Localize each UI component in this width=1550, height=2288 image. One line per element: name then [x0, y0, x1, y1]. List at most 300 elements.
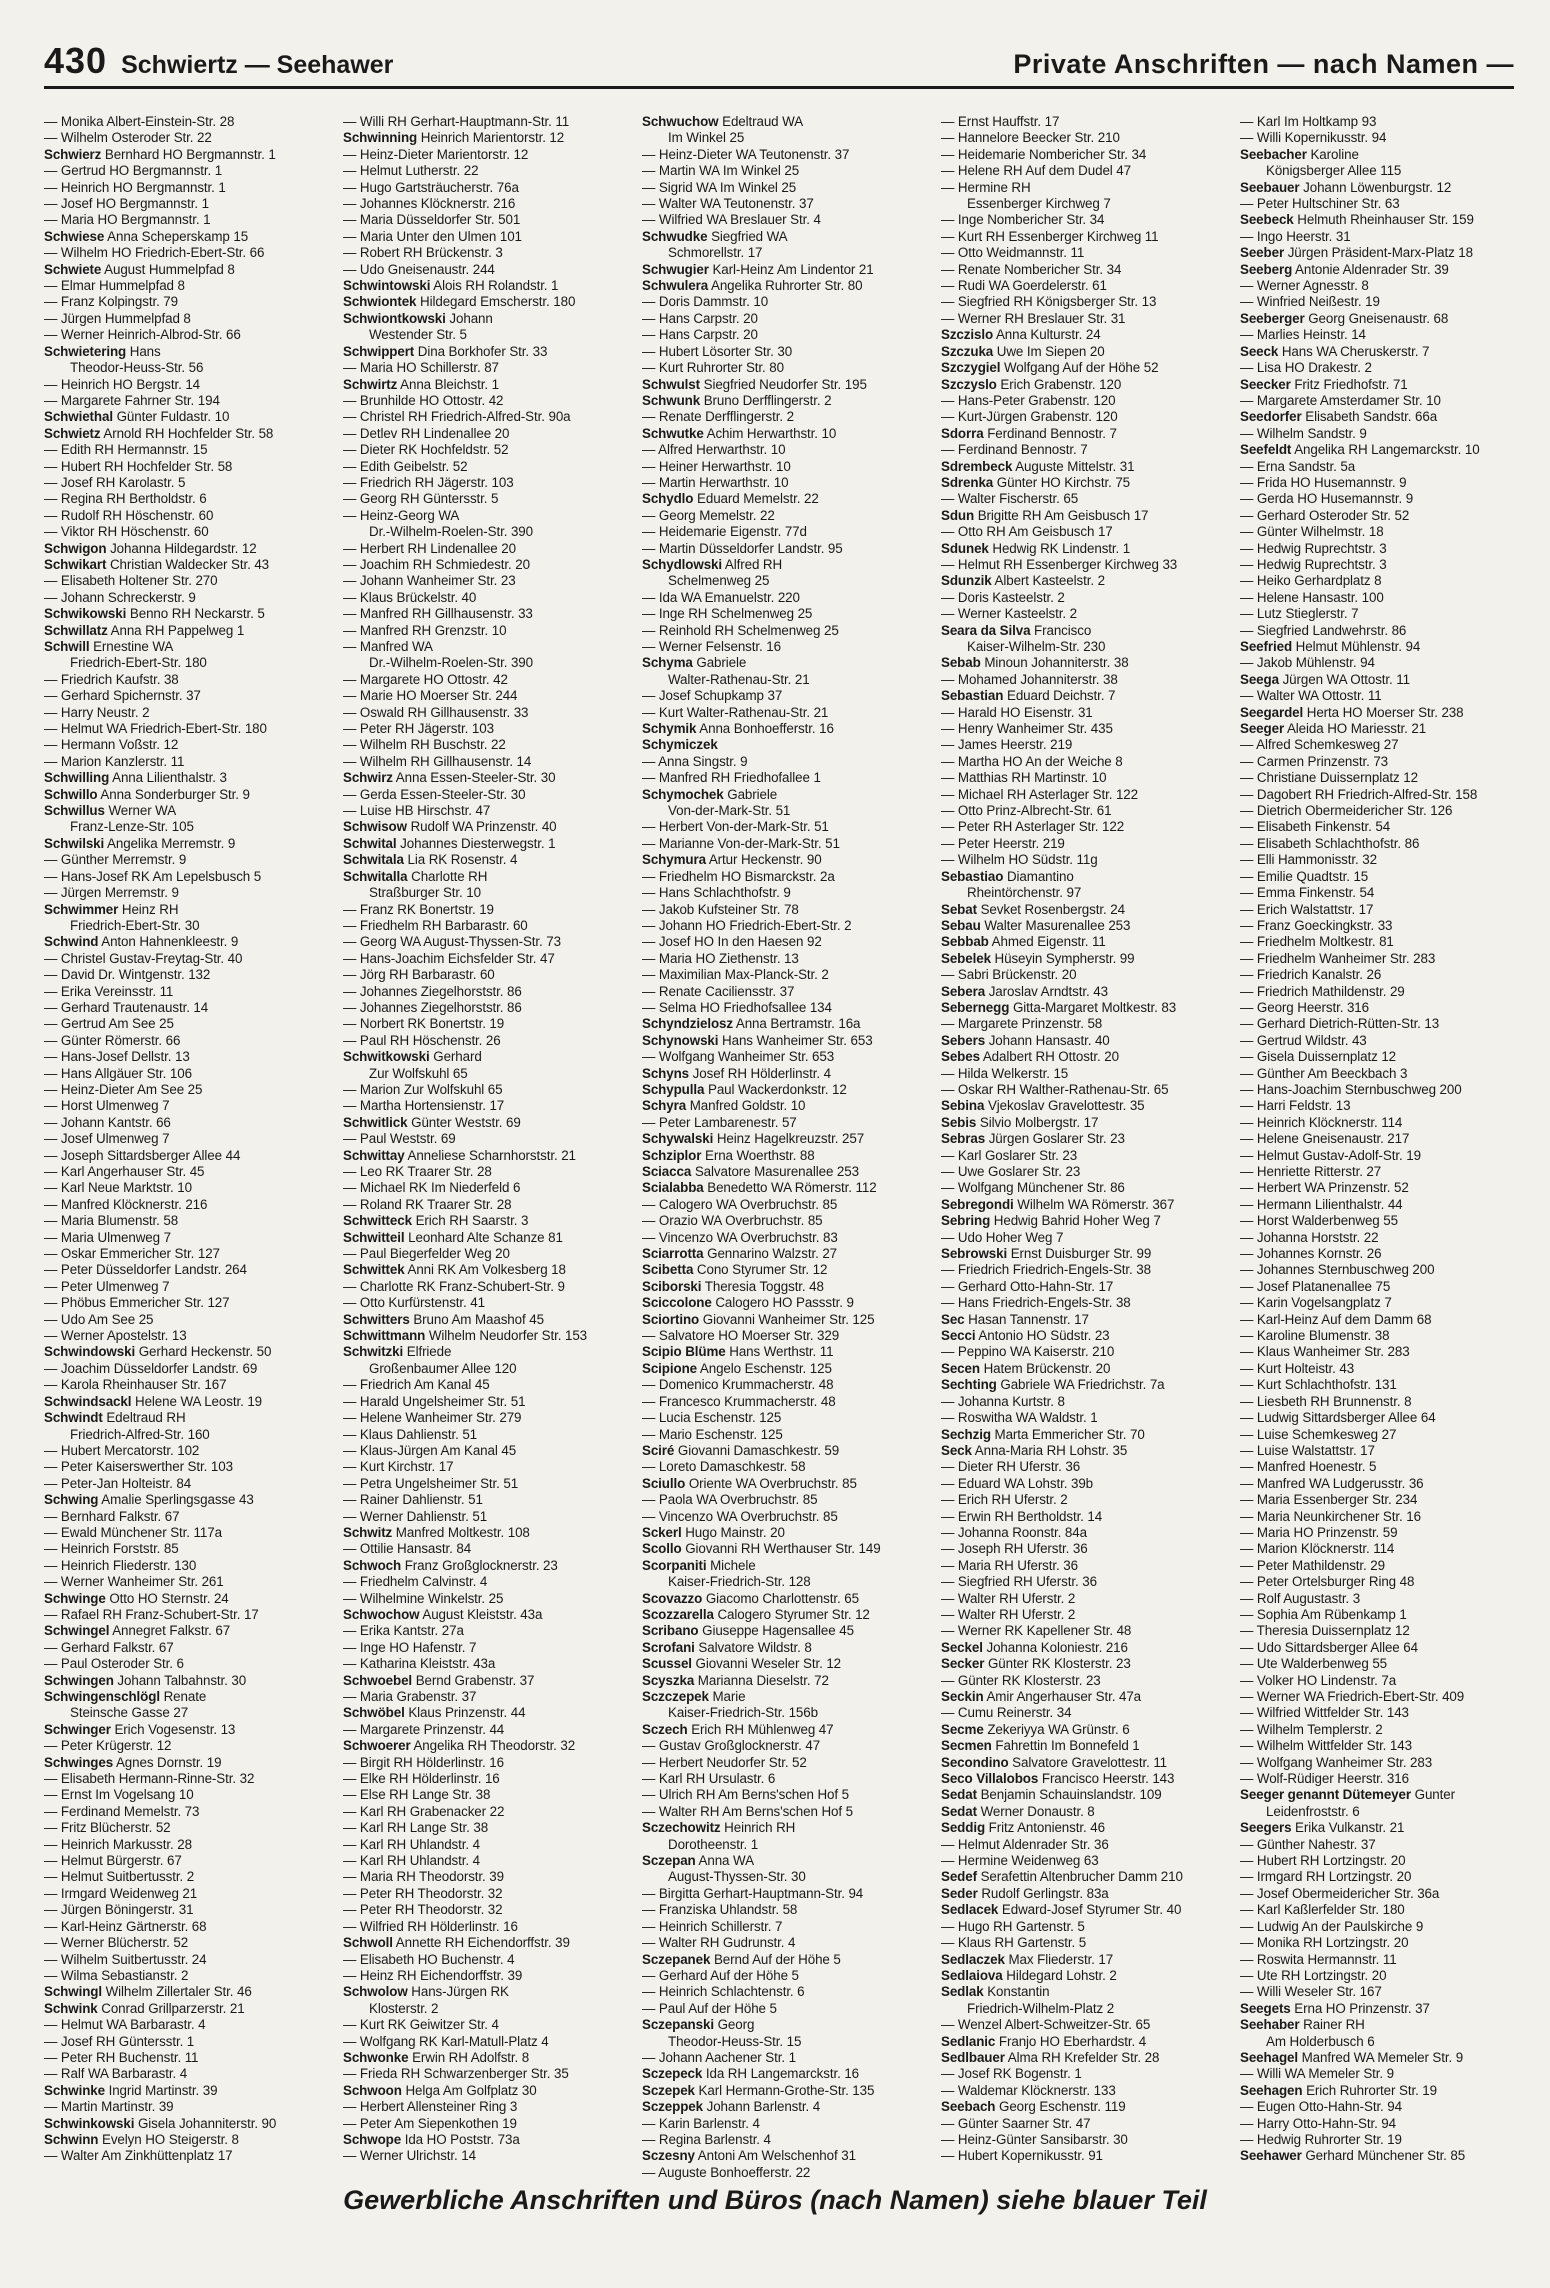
surname: Sebat — [941, 901, 977, 917]
directory-entry: — Heinrich Schillerstr. 7 — [642, 1918, 783, 1934]
surname-entry — [44, 426, 337, 442]
surname-entry — [941, 475, 1234, 491]
surname-entry — [343, 1738, 636, 1754]
entry-details: Erwin RH Adolfstr. 8 — [412, 2049, 530, 2065]
entry-details: Annegret Falkstr. 67 — [112, 1623, 231, 1639]
directory-entry: — Wolfgang Wanheimer Str. 653 — [642, 1049, 835, 1065]
directory-entry: — Renate Caciliensstr. 37 — [642, 983, 795, 999]
directory-entry: — Maria Ulmenweg 7 — [44, 1229, 171, 1245]
surname-entry — [44, 623, 337, 639]
surname-entry — [1240, 721, 1533, 737]
entry-details: Fritz Antonienstr. 46 — [988, 1820, 1105, 1836]
surname-entry — [343, 2050, 636, 2066]
directory-entry: — Siegfried RH Königsberger Str. 13 — [941, 294, 1157, 310]
directory-entry: — Ute Walderbenweg 55 — [1240, 1656, 1388, 1672]
directory-entry: — Wenzel Albert-Schweitzer-Str. 65 — [941, 2017, 1151, 2033]
directory-entry: — Peter Krügerstr. 12 — [44, 1738, 172, 1754]
directory-entry: — Manfred RH Grenzstr. 10 — [343, 622, 507, 638]
entry-details: Rainer RH — [1303, 2017, 1365, 2033]
surname-entry — [642, 278, 935, 294]
surname-entry — [941, 869, 1234, 885]
entry-details: Heinrich RH — [724, 1820, 796, 1836]
directory-entry: — Katharina Kleiststr. 43a — [343, 1656, 496, 1672]
surname: Schwilling — [44, 770, 110, 786]
entry-details: Manfred Goldstr. 10 — [689, 1098, 806, 1114]
directory-entry: — Elke RH Hölderlinstr. 16 — [343, 1771, 500, 1787]
directory-entry: — Heiner Herwarthstr. 10 — [642, 458, 791, 474]
entry-details: Giacomo Charlottenstr. 65 — [705, 1590, 859, 1606]
surname: Seebeck — [1240, 212, 1294, 228]
entry-details: Jürgen Goslarer Str. 23 — [988, 1131, 1125, 1147]
entry-details: Salvatore Masurenallee 253 — [694, 1164, 859, 1179]
page-header — [44, 40, 1514, 89]
directory-entry: — Maria Essenberger Str. 234 — [1240, 1492, 1418, 1508]
surname-entry — [642, 2066, 935, 2082]
surname-entry — [941, 1640, 1234, 1656]
directory-entry: Essenberger Kirchweg 7 — [967, 196, 1111, 212]
surname: Sedlaczek — [941, 1951, 1005, 1967]
directory-entry: — Selma HO Friedhofsallee 134 — [642, 999, 832, 1015]
entry-details: Manfred WA Memeler Str. 9 — [1301, 2049, 1464, 2065]
directory-entry: — Johann Schreckerstr. 9 — [44, 589, 196, 605]
surname-entry — [642, 1344, 935, 1360]
directory-entry: — Karl-Heinz Auf dem Damm 68 — [1240, 1311, 1432, 1327]
surname-entry — [941, 1804, 1234, 1820]
surname-entry — [941, 934, 1234, 950]
surname: Seebacher — [1240, 146, 1307, 162]
directory-entry: — Josef HO In den Haesen 92 — [642, 934, 822, 950]
entry-details: Bruno Derfflingerstr. 2 — [703, 392, 832, 408]
surname: Secme — [941, 1721, 984, 1737]
surname: Sechzig — [941, 1426, 991, 1442]
directory-entry: — Josef HO Bergmannstr. 1 — [44, 196, 209, 212]
surname: Schwing — [44, 1492, 99, 1508]
surname: Schwinges — [44, 1754, 114, 1770]
directory-entry: — Klaus Wanheimer Str. 283 — [1240, 1344, 1410, 1360]
directory-entry: — Salvatore HO Moerser Str. 329 — [642, 1328, 840, 1344]
directory-entry: — Peppino WA Kaiserstr. 210 — [941, 1344, 1115, 1360]
entry-details: Hasan Tannenstr. 17 — [968, 1311, 1089, 1327]
directory-column-2 — [343, 114, 642, 2164]
surname-entry — [343, 2132, 636, 2148]
surname-entry — [1240, 212, 1533, 228]
directory-entry: — Oskar Emmericher Str. 127 — [44, 1246, 220, 1262]
surname: Seck — [941, 1442, 972, 1458]
entry-details: Angelika RH Theodorstr. 32 — [413, 1738, 576, 1754]
directory-entry: — Wolfgang RK Karl-Matull-Platz 4 — [343, 2033, 549, 2049]
directory-entry: — Jakob Kufsteiner Str. 78 — [642, 901, 799, 917]
directory-entry: — Luise Schemkesweg 27 — [1240, 1426, 1397, 1442]
directory-entry: — Klaus Brückelstr. 40 — [343, 589, 477, 605]
directory-entry: — Josef Ulmenweg 7 — [44, 1131, 170, 1147]
directory-entry: — Margarete Prinzenstr. 44 — [343, 1721, 505, 1737]
surname-entry — [1240, 180, 1533, 196]
footer-note: Gewerbliche Anschriften und Büros (nach Namen) siehe blauer Teil — [343, 2185, 1207, 2215]
surname-entry — [44, 1492, 337, 1508]
surname-entry — [44, 344, 337, 360]
surname-entry — [44, 262, 337, 278]
directory-entry: — Ida WA Emanuelstr. 220 — [642, 589, 800, 605]
surname-entry — [941, 1952, 1234, 1968]
directory-entry: — Wilfried RH Hölderlinstr. 16 — [343, 1918, 518, 1934]
directory-entry: — Harry Neustr. 2 — [44, 704, 150, 720]
surname-entry — [642, 2148, 935, 2164]
surname-entry — [44, 2083, 337, 2099]
directory-entry: — Peter Lambarenestr. 57 — [642, 1114, 797, 1130]
entry-details: Zekeriyya WA Grünstr. 6 — [987, 1721, 1130, 1737]
directory-entry: — Wilhelm Osteroder Str. 22 — [44, 130, 212, 146]
directory-entry: — Reinhold RH Schelmenweg 25 — [642, 622, 839, 638]
directory-entry: Klosterstr. 2 — [369, 2000, 439, 2016]
surname-entry — [44, 1344, 337, 1360]
directory-entry: — Walter Am Zinkhüttenplatz 17 — [44, 2148, 233, 2164]
entry-details: Manfred Moltkestr. 108 — [395, 1524, 530, 1540]
directory-entry: — Rainer Dahlienstr. 51 — [343, 1492, 483, 1508]
surname-entry — [941, 951, 1234, 967]
surname: Schwudke — [642, 228, 708, 244]
surname: Sdunek — [941, 540, 989, 556]
surname: Seckin — [941, 1689, 984, 1704]
entry-details: Michele — [710, 1557, 756, 1573]
directory-entry: — Hans-Joachim Sternbuschweg 200 — [1240, 1081, 1462, 1097]
directory-entry: — Ingo Heerstr. 31 — [1240, 228, 1351, 244]
entry-details: August Kleiststr. 43a — [422, 1606, 543, 1622]
directory-entry: — Maria HO Bergmannstr. 1 — [44, 212, 211, 228]
entry-details: Gerhard Münchener Str. 85 — [1305, 2148, 1466, 2164]
surname: Schwiethal — [44, 409, 113, 425]
entry-details: Lia RK Rosenstr. 4 — [407, 852, 518, 868]
entry-details: Oriente WA Overbruchstr. 85 — [688, 1475, 857, 1491]
directory-entry: — Otto Prinz-Albrecht-Str. 61 — [941, 803, 1112, 819]
surname-entry — [941, 327, 1234, 343]
directory-entry: — Horst Walderbenweg 55 — [1240, 1213, 1398, 1229]
surname-entry — [941, 1886, 1234, 1902]
directory-entry: — Werner Felsenstr. 16 — [642, 639, 781, 654]
directory-entry: — Willi WA Memeler Str. 9 — [1240, 2066, 1394, 2082]
directory-entry: — Willi RH Gerhart-Hauptmann-Str. 11 — [343, 114, 570, 129]
directory-entry: — Karin Barlenstr. 4 — [642, 2115, 760, 2131]
directory-entry: — Paul RH Höschenstr. 26 — [343, 1032, 501, 1048]
entry-details: Uwe Im Siepen 20 — [996, 343, 1105, 359]
surname-entry — [44, 229, 337, 245]
entry-details: Karoline — [1310, 146, 1359, 162]
surname-entry — [44, 606, 337, 622]
directory-entry: — Dieter RH Uferstr. 36 — [941, 1459, 1081, 1475]
surname: Schwiontkowski — [343, 310, 446, 326]
surname: Seehaber — [1240, 2017, 1300, 2033]
surname: Sebregondi — [941, 1196, 1014, 1212]
surname-entry — [941, 1755, 1234, 1771]
surname-entry — [941, 1689, 1234, 1705]
directory-entry: — Wilfried WA Breslauer Str. 4 — [642, 212, 821, 228]
directory-entry: — Martin Herwarthstr. 10 — [642, 474, 789, 490]
surname-entry — [1240, 672, 1533, 688]
surname: Sebernegg — [941, 999, 1010, 1015]
directory-entry: — Hedwig Ruhrorter Str. 19 — [1240, 2131, 1402, 2147]
directory-entry: — Paul Auf der Höhe 5 — [642, 2000, 777, 2016]
directory-entry: — Harry Otto-Hahn-Str. 94 — [1240, 2115, 1397, 2131]
surname: Seegardel — [1240, 704, 1304, 720]
entry-details: Arnold RH Hochfelder Str. 58 — [103, 425, 274, 441]
directory-entry: — Hubert RH Hochfelder Str. 58 — [44, 458, 233, 474]
entry-details: Albert Kasteelstr. 2 — [994, 573, 1105, 589]
directory-column-3 — [642, 114, 941, 2180]
directory-entry: — Peter Heerstr. 219 — [941, 835, 1065, 851]
surname: Sciacca — [642, 1164, 692, 1179]
directory-entry: — Hermine Weidenweg 63 — [941, 1853, 1099, 1869]
surname-entry — [642, 1853, 935, 1869]
directory-entry: — Hans Carpstr. 20 — [642, 310, 758, 326]
entry-details: Anna Bleichstr. 1 — [400, 376, 499, 392]
entry-details: Salvatore Wildstr. 8 — [698, 1639, 812, 1655]
entry-details: Hedwig Bahrid Hoher Weg 7 — [993, 1213, 1161, 1229]
entry-details: Achim Herwarthstr. 10 — [706, 425, 837, 441]
directory-entry: — Friedrich Mathildenstr. 29 — [1240, 983, 1405, 999]
entry-details: Siegfried Neudorfer Str. 195 — [703, 376, 867, 392]
directory-entry: — Margarete HO Ottostr. 42 — [343, 671, 508, 687]
surname-entry — [343, 1935, 636, 1951]
directory-entry: — Gertrud Wildstr. 43 — [1240, 1032, 1367, 1048]
directory-entry: — Ralf WA Barbarastr. 4 — [44, 2066, 188, 2082]
directory-entry: — Josef RH Güntersstr. 1 — [44, 2033, 195, 2049]
entry-details: Edeltraud WA — [722, 114, 804, 129]
directory-entry: — Peter Hultschiner Str. 63 — [1240, 196, 1400, 212]
directory-entry: — Georg RH Güntersstr. 5 — [343, 491, 499, 507]
surname: Sczesny — [642, 2148, 695, 2164]
directory-entry: — Elisabeth Holtener Str. 270 — [44, 573, 218, 589]
directory-entry: — Regina RH Bertholdstr. 6 — [44, 491, 207, 507]
directory-entry: — Josef RH Karolastr. 5 — [44, 474, 186, 490]
surname: Sdrenka — [941, 474, 994, 490]
entry-details: Auguste Mittelstr. 31 — [1015, 458, 1135, 474]
directory-entry: — Franziska Uhlandstr. 58 — [642, 1902, 798, 1918]
entry-details: Cono Styrumer Str. 12 — [696, 1262, 828, 1278]
directory-entry: — Renate Derfflingerstr. 2 — [642, 409, 794, 425]
directory-entry: — Loreto Damaschkestr. 58 — [642, 1459, 806, 1475]
surname-entry — [343, 1673, 636, 1689]
surname-entry — [941, 1000, 1234, 1016]
directory-entry: — Irmgard RH Lortzingstr. 20 — [1240, 1869, 1412, 1885]
directory-entry: Schmorellstr. 17 — [668, 245, 763, 261]
directory-entry: — Otto RH Am Geisbusch 17 — [941, 524, 1113, 540]
directory-entry: — Marion Klöcknerstr. 114 — [1240, 1541, 1395, 1557]
surname: Sedef — [941, 1869, 977, 1885]
surname: Seeger genannt Dütemeyer — [1240, 1787, 1411, 1803]
directory-entry: — Ulrich RH Am Berns'schen Hof 5 — [642, 1787, 849, 1803]
directory-entry: — Friedrich Am Kanal 45 — [343, 1377, 490, 1393]
entry-details: Anna Bertramstr. 16a — [735, 1016, 861, 1032]
directory-entry: — Ferdinand Memelstr. 73 — [44, 1803, 200, 1819]
directory-entry: — Siegfried RH Uferstr. 36 — [941, 1574, 1097, 1590]
surname-entry — [343, 1705, 636, 1721]
surname-entry — [941, 344, 1234, 360]
directory-entry: — Udo Gneisenaustr. 244 — [343, 261, 495, 277]
directory-entry: — Hubert Mercatorstr. 102 — [44, 1442, 200, 1458]
directory-entry: — Roland RK Traarer Str. 28 — [343, 1196, 512, 1212]
surname: Schwolow — [343, 1984, 408, 2000]
directory-entry: — Ute RH Lortzingstr. 20 — [1240, 1967, 1387, 1983]
surname-entry — [343, 1230, 636, 1246]
surname-entry — [343, 1262, 636, 1278]
directory-entry: — Waldemar Klöcknerstr. 133 — [941, 2082, 1116, 2098]
surname-entry — [642, 1312, 935, 1328]
directory-entry: — Manfred WA — [343, 639, 433, 654]
directory-entry: — Manfred WA Ludgerusstr. 36 — [1240, 1475, 1424, 1491]
surname-entry — [941, 1656, 1234, 1672]
directory-entry: — Wilhelmine Winkelstr. 25 — [343, 1590, 504, 1606]
surname-entry — [941, 1098, 1234, 1114]
directory-entry: — Paul Biegerfelder Weg 20 — [343, 1246, 510, 1262]
surname: Sciullo — [642, 1475, 686, 1491]
entry-details: Serafettin Altenbrucher Damm 210 — [980, 1869, 1183, 1885]
directory-entry: — Peter Am Siepenkothen 19 — [343, 2115, 517, 2131]
directory-entry: — Heidemarie Eigenstr. 77d — [642, 524, 807, 540]
directory-entry: — Friedrich Kaufstr. 38 — [44, 671, 179, 687]
directory-entry: — Heinrich Schlachtenstr. 6 — [642, 1984, 805, 2000]
surname: Scibetta — [642, 1262, 694, 1278]
entry-details: Gabriele WA Friedrichstr. 7a — [1000, 1377, 1165, 1393]
surname-entry — [941, 508, 1234, 524]
directory-entry: — James Heerstr. 219 — [941, 737, 1073, 753]
directory-entry: — Ottilie Hansastr. 84 — [343, 1541, 472, 1557]
directory-entry: Zur Wolfskuhl 65 — [369, 1065, 468, 1081]
surname: Schwoll — [343, 1935, 393, 1951]
directory-column-4 — [941, 114, 1240, 2164]
directory-entry: — Karl-Heinz Gärtnerstr. 68 — [44, 1918, 207, 1934]
entry-details: Werner Donaustr. 8 — [980, 1803, 1095, 1819]
directory-entry: — Marlies Heinstr. 14 — [1240, 327, 1366, 343]
directory-entry: — Eduard WA Lohstr. 39b — [941, 1475, 1094, 1491]
entry-details: Amir Angerhauser Str. 47a — [986, 1689, 1142, 1704]
entry-details: Wilhelm Neudorfer Str. 153 — [428, 1328, 588, 1344]
surname: Schwitlick — [343, 1114, 408, 1130]
entry-details: Gennarino Walzstr. 27 — [707, 1246, 838, 1262]
entry-details: Gunter — [1414, 1787, 1455, 1803]
surname-entry — [44, 1755, 337, 1771]
directory-entry: — Georg Memelstr. 22 — [642, 507, 775, 523]
surname-entry — [642, 1098, 935, 1114]
directory-entry: — Peter Ulmenweg 7 — [44, 1278, 170, 1294]
directory-entry: — Johanna Roonstr. 84a — [941, 1524, 1087, 1540]
directory-entry: — Maria RH Theodorstr. 39 — [343, 1869, 504, 1885]
directory-entry: — Martin Martinstr. 39 — [44, 2099, 174, 2115]
entry-details: Werner WA — [108, 803, 177, 819]
directory-entry: — Vincenzo WA Overbruchstr. 83 — [642, 1229, 838, 1245]
surname-entry — [642, 1607, 935, 1623]
directory-entry: — Günter Römerstr. 66 — [44, 1032, 181, 1048]
surname-entry — [44, 541, 337, 557]
directory-entry: — Helene RH Auf dem Dudel 47 — [941, 163, 1131, 179]
entry-details: Gisela Johanniterstr. 90 — [137, 2115, 277, 2131]
entry-details: Anna RH Pappelweg 1 — [110, 622, 245, 638]
entry-details: Günter RK Klosterstr. 23 — [987, 1656, 1131, 1672]
directory-entry: — Johanna Horststr. 22 — [1240, 1229, 1379, 1245]
surname: Sczepan — [642, 1853, 696, 1869]
surname-entry — [44, 1984, 337, 2000]
page-number: 430 — [44, 40, 108, 81]
surname-entry — [941, 623, 1234, 639]
entry-details: Bernhard HO Bergmannstr. 1 — [104, 146, 276, 162]
surname-entry — [343, 1049, 636, 1065]
directory-entry: — Heinz-Dieter Marientorstr. 12 — [343, 146, 529, 162]
surname: Secker — [941, 1656, 985, 1672]
directory-entry: — Martin Düsseldorfer Landstr. 95 — [642, 540, 843, 556]
surname-entry — [343, 344, 636, 360]
directory-entry: — Hans-Josef RK Am Lepelsbusch 5 — [44, 868, 262, 884]
surname: Scipione — [642, 1360, 698, 1376]
directory-entry: — Karl Neue Marktstr. 10 — [44, 1180, 192, 1196]
directory-entry: — Kurt Kirchstr. 17 — [343, 1459, 454, 1475]
directory-entry: — Elmar Hummelpfad 8 — [44, 278, 185, 294]
directory-entry: — Günter Saarner Str. 47 — [941, 2115, 1091, 2131]
surname: Sebrowski — [941, 1246, 1008, 1262]
directory-entry: — Friedhelm RH Barbarastr. 60 — [343, 917, 528, 933]
directory-entry: — Calogero WA Overbruchstr. 85 — [642, 1196, 838, 1212]
surname: Schwintowski — [343, 278, 431, 294]
entry-details: Anni RK Am Volkesberg 18 — [407, 1262, 566, 1278]
surname-entry — [642, 1476, 935, 1492]
surname: Sebras — [941, 1131, 986, 1147]
directory-entry: — Paola WA Overbruchstr. 85 — [642, 1492, 818, 1508]
directory-entry: — Francesco Krummacherstr. 48 — [642, 1393, 836, 1409]
directory-entry: — Hilda Welkerstr. 15 — [941, 1065, 1069, 1081]
surname-entry — [642, 393, 935, 409]
surname-entry — [1240, 2017, 1533, 2033]
surname: Schwierz — [44, 146, 102, 162]
directory-entry: — Inge RH Schelmenweg 25 — [642, 606, 813, 622]
entry-details: Ernst Duisburger Str. 99 — [1010, 1246, 1152, 1262]
directory-entry: — Werner Blücherstr. 52 — [44, 1935, 189, 1951]
directory-entry: Straßburger Str. 10 — [369, 885, 481, 901]
surname-entry — [642, 1295, 935, 1311]
directory-entry: — Karl RH Grabenacker 22 — [343, 1803, 505, 1819]
surname: Schydlowski — [642, 556, 723, 572]
surname: Sciccolone — [642, 1295, 712, 1311]
surname-entry — [44, 1591, 337, 1607]
directory-entry: — Lucia Eschenstr. 125 — [642, 1410, 782, 1426]
surname: Sdrembeck — [941, 458, 1013, 474]
directory-entry: — Heinz-Dieter WA Teutonenstr. 37 — [642, 146, 850, 162]
surname: Seckel — [941, 1639, 983, 1655]
surname: Schwilski — [44, 835, 105, 851]
surname-entry — [343, 1525, 636, 1541]
directory-entry: — Manfred RH Gillhausenstr. 33 — [343, 606, 533, 622]
surname-entry — [642, 1016, 935, 1032]
surname: Schwoon — [343, 2082, 402, 2098]
surname-entry — [1240, 245, 1533, 261]
entry-details: Elisabeth Sandstr. 66a — [1305, 409, 1438, 425]
directory-entry: — Domenico Krummacherstr. 48 — [642, 1377, 834, 1393]
surname-entry — [343, 1115, 636, 1131]
directory-entry: — Edith Geibelstr. 52 — [343, 458, 468, 474]
surname-entry — [343, 278, 636, 294]
surname-entry — [941, 902, 1234, 918]
directory-entry: — Roswitha WA Waldstr. 1 — [941, 1410, 1098, 1426]
directory-entry: — Heinz-Georg WA — [343, 507, 460, 523]
surname: Seehawer — [1240, 2148, 1302, 2164]
directory-entry: — Elli Hammonisstr. 32 — [1240, 852, 1377, 868]
directory-entry: — Christel RH Friedrich-Alfred-Str. 90a — [343, 409, 571, 425]
surname-entry — [642, 655, 935, 671]
surname: Scipio Blüme — [642, 1344, 726, 1360]
surname: Schwiete — [44, 261, 102, 277]
directory-entry: — Wilfried Wittfelder Str. 143 — [1240, 1705, 1409, 1721]
directory-entry: — Phöbus Emmericher Str. 127 — [44, 1295, 230, 1311]
directory-entry: — Monika RH Lortzingstr. 20 — [1240, 1935, 1409, 1951]
directory-entry: — Werner Dahlienstr. 51 — [343, 1508, 488, 1524]
directory-entry: — Gerhard Dietrich-Rütten-Str. 13 — [1240, 1016, 1440, 1032]
surname: Schwill — [44, 639, 90, 654]
